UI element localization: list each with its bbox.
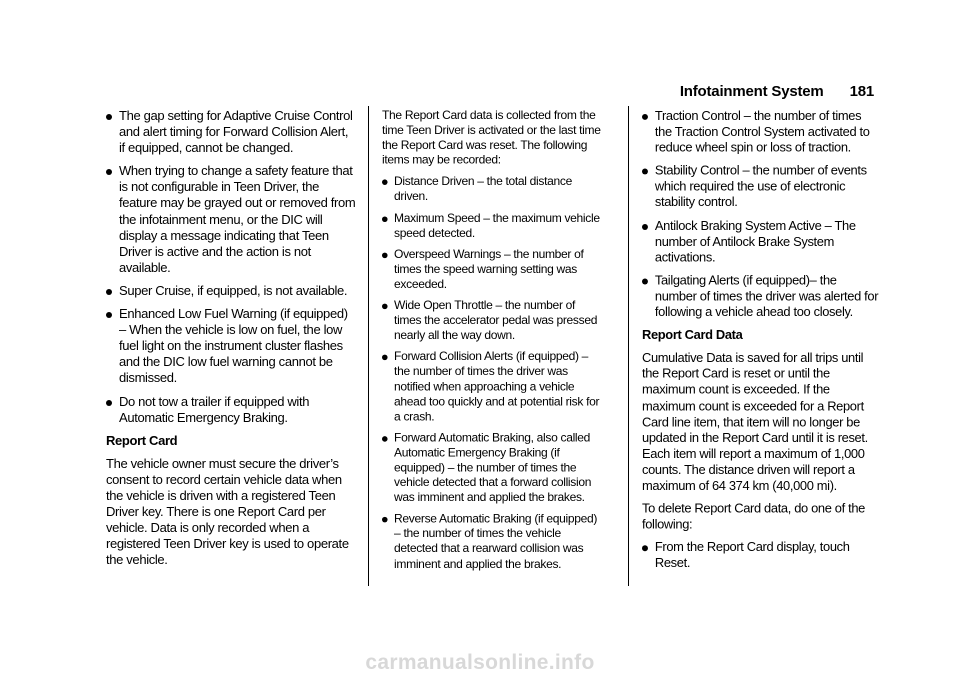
bullet-item: Tailgating Alerts (if equipped)– the number of times the driver was alerted for following a vehicle ahead too closely.: [642, 272, 880, 320]
section-heading: Report Card Data: [642, 327, 743, 343]
bullet-icon: [106, 114, 112, 120]
paragraph: To delete Report Card data, do one of the following:: [642, 500, 865, 532]
bullet-item: Traction Control – the number of times the Traction Control System activated to reduce wheel spin or loss of traction.: [642, 108, 880, 156]
bullet-icon: [382, 180, 388, 186]
bullet-icon: [106, 400, 112, 406]
bullet-item: Wide Open Throttle – the number of times the accelerator pedal was pressed nearly all the way down.: [382, 298, 604, 343]
page-header: [680, 83, 874, 100]
watermark: carmanualsonline.info: [365, 651, 595, 674]
bullet-item: Enhanced Low Fuel Warning (if equipped) – When the vehicle is low on fuel, the low fuel light on the instrument cluster flashes and the DIC low fuel warning cannot be dismissed.: [106, 306, 356, 386]
bullet-item: Maximum Speed – the maximum vehicle speed detected.: [382, 210, 604, 240]
section-heading: Report Card: [106, 432, 178, 448]
paragraph: The Report Card data is collected from the time Teen Driver is activated or the last time the Report Card was reset. The following items may be recorded:: [382, 108, 601, 167]
column-3: [642, 108, 880, 578]
bullet-icon: [642, 169, 648, 175]
bullet-item: The gap setting for Adaptive Cruise Control and alert timing for Forward Collision Alert, if equipped, cannot be changed.: [106, 108, 356, 156]
bullet-icon: [382, 216, 388, 222]
bullet-icon: [642, 278, 648, 284]
column-divider: [628, 106, 629, 586]
bullet-icon: [382, 355, 388, 361]
bullet-item: Overspeed Warnings – the number of times the speed warning setting was exceeded.: [382, 247, 604, 292]
column-1: [106, 108, 356, 575]
bullet-icon: [382, 436, 388, 442]
bullet-icon: [382, 252, 388, 258]
bullet-item: Reverse Automatic Braking (if equipped) – the number of times the vehicle detected that a rearward collision was imminent and applied the brakes.: [382, 511, 604, 571]
bullet-item: Do not tow a trailer if equipped with Automatic Emergency Braking.: [106, 394, 356, 426]
bullet-item: Forward Collision Alerts (if equipped) – the number of times the driver was notified when approaching a vehicle ahead too quickly and at potential risk for a crash.: [382, 349, 604, 424]
bullet-item: Super Cruise, if equipped, is not available.: [106, 283, 356, 299]
bullet-icon: [642, 114, 648, 120]
bullet-icon: [642, 546, 648, 552]
bullet-item: Stability Control – the number of events which required the use of electronic stability control.: [642, 163, 880, 211]
section-title: Infotainment System: [679, 83, 824, 100]
bullet-icon: [382, 517, 388, 523]
bullet-item: Antilock Braking System Active – The number of Antilock Brake System activations.: [642, 218, 880, 266]
bullet-item: Distance Driven – the total distance driven.: [382, 174, 604, 204]
bullet-icon: [642, 224, 648, 230]
paragraph: The vehicle owner must secure the driver’s consent to record certain vehicle data when the vehicle is driven with a registered Teen Driver key. There is one Report Card per vehicle. Data is only recorded when a registered Teen Driver key is used to operate the vehicle.: [106, 455, 349, 568]
column-2: [382, 108, 604, 578]
bullet-item: Forward Automatic Braking, also called Automatic Emergency Braking (if equipped) – the number of times the vehicle detected that a forward collision was imminent and applied the brakes.: [382, 430, 604, 505]
bullet-icon: [106, 312, 112, 318]
paragraph: Cumulative Data is saved for all trips until the Report Card is reset or until the maximum count is exceeded. If the maximum count is exceeded for a Report Card line item, that item will no longer be updated in the Report Card until it is reset. Each item will report a maximum of 1,000 counts. The distance driven will report a maximum of 64 374 km (40,000 mi).: [642, 350, 868, 493]
bullet-icon: [106, 169, 112, 175]
bullet-icon: [106, 289, 112, 295]
bullet-item: From the Report Card display, touch Reset.: [642, 540, 880, 572]
bullet-icon: [382, 304, 388, 310]
column-divider: [368, 106, 369, 586]
page-number: 181: [849, 83, 874, 100]
bullet-item: When trying to change a safety feature that is not configurable in Teen Driver, the feature may be grayed out or removed from the infotainment menu, or the DIC will display a message indicating that Teen Driver is active and the action is not available.: [106, 163, 356, 276]
